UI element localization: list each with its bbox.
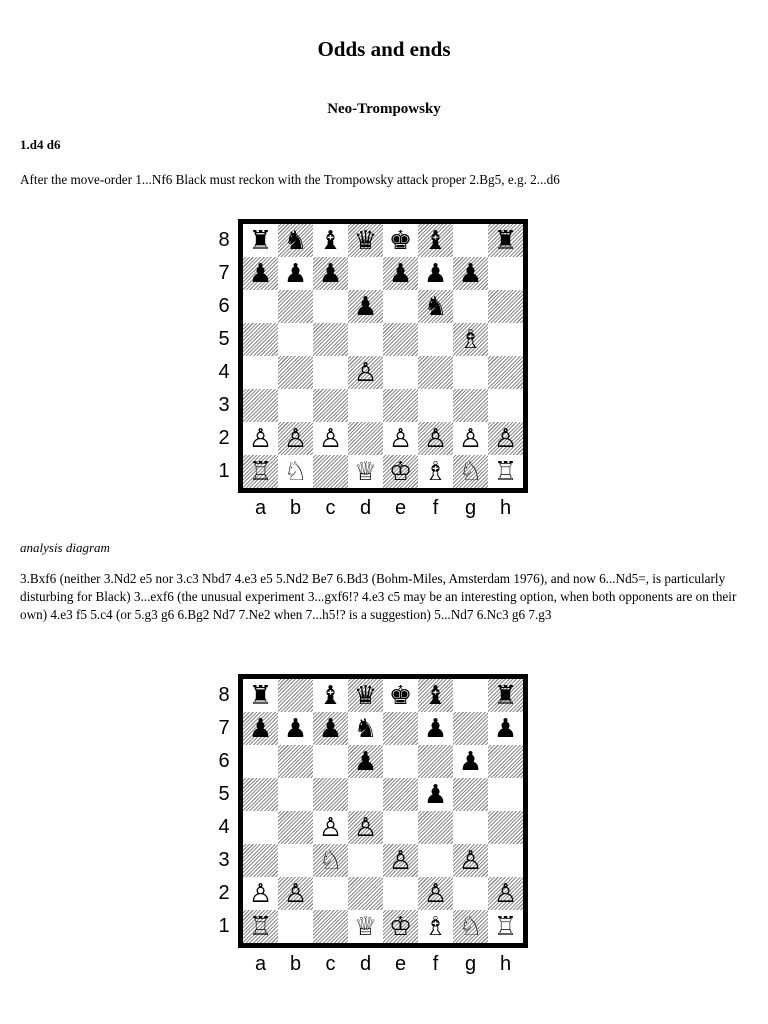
- white-bishop-icon: ♗: [423, 456, 448, 487]
- black-king-icon: ♚: [388, 225, 413, 256]
- file-label: f: [432, 497, 439, 519]
- white-pawn-icon: ♙: [493, 423, 518, 454]
- square-f4: [418, 356, 453, 389]
- square-h3: [488, 844, 523, 877]
- moves-heading: 1.d4 d6: [20, 137, 61, 152]
- square-a5: [243, 778, 278, 811]
- square-e1: [383, 455, 418, 488]
- square-d3: [348, 389, 383, 422]
- square-g8: [453, 224, 488, 257]
- square-b1: [278, 455, 313, 488]
- black-knight-icon: ♞: [353, 713, 378, 744]
- square-d5: [348, 778, 383, 811]
- square-b5: [278, 323, 313, 356]
- black-pawn-icon: ♟: [283, 713, 308, 744]
- black-pawn-icon: ♟: [458, 258, 483, 289]
- square-a8: [243, 224, 278, 257]
- square-f4: [418, 811, 453, 844]
- rank-label: 1: [218, 460, 230, 482]
- square-c3: [313, 844, 348, 877]
- black-knight-icon: ♞: [423, 291, 448, 322]
- square-f2: [418, 877, 453, 910]
- square-a8: [243, 679, 278, 712]
- square-h2: [488, 877, 523, 910]
- black-pawn-icon: ♟: [283, 258, 308, 289]
- square-g2: [453, 877, 488, 910]
- square-e4: [383, 356, 418, 389]
- square-a2: [243, 877, 278, 910]
- square-b7: [278, 712, 313, 745]
- white-king-icon: ♔: [388, 911, 413, 942]
- square-e8: [383, 224, 418, 257]
- rank-label: 7: [218, 717, 230, 739]
- square-c3: [313, 389, 348, 422]
- square-b4: [278, 356, 313, 389]
- square-h8: [488, 224, 523, 257]
- file-label: f: [432, 953, 439, 975]
- square-b8: [278, 679, 313, 712]
- square-d2: [348, 877, 383, 910]
- square-a2: [243, 422, 278, 455]
- black-queen-icon: ♛: [353, 680, 378, 711]
- white-king-icon: ♔: [388, 456, 413, 487]
- diagram-caption: analysis diagram: [20, 540, 110, 555]
- white-knight-icon: ♘: [283, 456, 308, 487]
- square-h5: [488, 323, 523, 356]
- square-b7: [278, 257, 313, 290]
- square-d7: [348, 257, 383, 290]
- square-h1: [488, 455, 523, 488]
- black-pawn-icon: ♟: [318, 713, 343, 744]
- square-c4: [313, 811, 348, 844]
- file-label: a: [254, 953, 267, 975]
- black-rook-icon: ♜: [248, 680, 273, 711]
- white-queen-icon: ♕: [353, 911, 378, 942]
- square-h4: [488, 356, 523, 389]
- square-h6: [488, 745, 523, 778]
- black-bishop-icon: ♝: [423, 680, 448, 711]
- square-h3: [488, 389, 523, 422]
- file-label: c: [325, 497, 336, 519]
- square-g5: [453, 778, 488, 811]
- square-g5: [453, 323, 488, 356]
- file-label: e: [394, 953, 407, 975]
- rank-label: 5: [218, 783, 230, 805]
- square-f5: [418, 323, 453, 356]
- square-c5: [313, 323, 348, 356]
- square-g3: [453, 844, 488, 877]
- rank-label: 3: [218, 394, 230, 416]
- square-b6: [278, 745, 313, 778]
- square-c2: [313, 422, 348, 455]
- square-b6: [278, 290, 313, 323]
- square-f8: [418, 679, 453, 712]
- board-frame: [238, 674, 528, 948]
- square-c8: [313, 224, 348, 257]
- square-e7: [383, 257, 418, 290]
- file-label: b: [289, 953, 302, 975]
- square-c4: [313, 356, 348, 389]
- white-pawn-icon: ♙: [283, 423, 308, 454]
- square-d6: [348, 745, 383, 778]
- square-d8: [348, 679, 383, 712]
- square-c1: [313, 910, 348, 943]
- square-h8: [488, 679, 523, 712]
- black-knight-icon: ♞: [283, 225, 308, 256]
- black-queen-icon: ♛: [353, 225, 378, 256]
- square-b8: [278, 224, 313, 257]
- black-pawn-icon: ♟: [458, 746, 483, 777]
- square-a3: [243, 844, 278, 877]
- square-g3: [453, 389, 488, 422]
- file-label: b: [289, 497, 302, 519]
- square-g1: [453, 455, 488, 488]
- white-pawn-icon: ♙: [248, 423, 273, 454]
- intro-paragraph: After the move-order 1...Nf6 Black must reckon with the Trompowsky attack proper 2.Bg5, e.g. 2...d6: [20, 172, 560, 187]
- rank-label: 2: [218, 882, 230, 904]
- rank-label: 8: [218, 684, 230, 706]
- square-b2: [278, 422, 313, 455]
- square-e6: [383, 290, 418, 323]
- square-e3: [383, 389, 418, 422]
- white-pawn-icon: ♙: [388, 423, 413, 454]
- square-f6: [418, 290, 453, 323]
- black-pawn-icon: ♟: [318, 258, 343, 289]
- black-rook-icon: ♜: [248, 225, 273, 256]
- square-f3: [418, 844, 453, 877]
- square-c8: [313, 679, 348, 712]
- rank-label: 7: [218, 262, 230, 284]
- square-d6: [348, 290, 383, 323]
- white-knight-icon: ♘: [458, 456, 483, 487]
- white-pawn-icon: ♙: [283, 878, 308, 909]
- square-d8: [348, 224, 383, 257]
- rank-label: 4: [218, 361, 230, 383]
- black-bishop-icon: ♝: [423, 225, 448, 256]
- square-b3: [278, 844, 313, 877]
- white-pawn-icon: ♙: [423, 423, 448, 454]
- square-a6: [243, 745, 278, 778]
- white-pawn-icon: ♙: [388, 845, 413, 876]
- rank-label: 2: [218, 427, 230, 449]
- page-title: Odds and ends: [317, 37, 451, 61]
- black-pawn-icon: ♟: [248, 258, 273, 289]
- square-h7: [488, 257, 523, 290]
- square-c2: [313, 877, 348, 910]
- square-g6: [453, 290, 488, 323]
- file-label: d: [359, 497, 372, 519]
- white-knight-icon: ♘: [458, 911, 483, 942]
- square-f2: [418, 422, 453, 455]
- square-g7: [453, 712, 488, 745]
- analysis-paragraph: 3.Bxf6 (neither 3.Nd2 e5 nor 3.c3 Nbd7 4.e3 e5 5.Nd2 Be7 6.Bd3 (Bohm-Miles, Amsterdam 1976), and now 6...Nd5=, is particularly disturbing for Black) 3...exf6 (the unusual experiment 3...gxf6!? 4.e3 c5 may be an interesting option, when both opponents are on their own) 4.e3 f5 5.c4 (or 5.g3 g6 6.Bg2 Nd7 7.Ne2 when 7...h5!? is a suggestion) 5...Nd7 6.Nc3 g6 7.g3: [20, 571, 737, 622]
- square-b5: [278, 778, 313, 811]
- file-label: h: [499, 953, 512, 975]
- square-a5: [243, 323, 278, 356]
- white-queen-icon: ♕: [353, 456, 378, 487]
- square-c5: [313, 778, 348, 811]
- square-h6: [488, 290, 523, 323]
- square-d5: [348, 323, 383, 356]
- square-e8: [383, 679, 418, 712]
- black-pawn-icon: ♟: [423, 713, 448, 744]
- square-b4: [278, 811, 313, 844]
- file-label: h: [499, 497, 512, 519]
- black-pawn-icon: ♟: [423, 258, 448, 289]
- white-rook-icon: ♖: [248, 456, 273, 487]
- square-b3: [278, 389, 313, 422]
- square-g7: [453, 257, 488, 290]
- black-pawn-icon: ♟: [493, 713, 518, 744]
- square-f3: [418, 389, 453, 422]
- file-label: a: [254, 497, 267, 519]
- square-a7: [243, 712, 278, 745]
- square-d1: [348, 910, 383, 943]
- square-a7: [243, 257, 278, 290]
- white-bishop-icon: ♗: [423, 911, 448, 942]
- square-g4: [453, 356, 488, 389]
- board-grid: [242, 678, 524, 944]
- file-label: c: [325, 953, 336, 975]
- black-pawn-icon: ♟: [353, 746, 378, 777]
- square-c7: [313, 257, 348, 290]
- square-c6: [313, 290, 348, 323]
- square-d4: [348, 811, 383, 844]
- rank-label: 8: [218, 229, 230, 251]
- rank-label: 6: [218, 750, 230, 772]
- square-c7: [313, 712, 348, 745]
- black-rook-icon: ♜: [493, 225, 518, 256]
- black-pawn-icon: ♟: [248, 713, 273, 744]
- white-pawn-icon: ♙: [423, 878, 448, 909]
- square-f6: [418, 745, 453, 778]
- square-b2: [278, 877, 313, 910]
- square-e6: [383, 745, 418, 778]
- black-bishop-icon: ♝: [318, 225, 343, 256]
- black-king-icon: ♚: [388, 680, 413, 711]
- square-h4: [488, 811, 523, 844]
- square-c1: [313, 455, 348, 488]
- square-f1: [418, 910, 453, 943]
- white-pawn-icon: ♙: [353, 812, 378, 843]
- square-g2: [453, 422, 488, 455]
- square-h5: [488, 778, 523, 811]
- rank-label: 6: [218, 295, 230, 317]
- square-d4: [348, 356, 383, 389]
- white-pawn-icon: ♙: [318, 423, 343, 454]
- white-pawn-icon: ♙: [458, 423, 483, 454]
- square-e5: [383, 778, 418, 811]
- square-h2: [488, 422, 523, 455]
- rank-label: 3: [218, 849, 230, 871]
- white-pawn-icon: ♙: [493, 878, 518, 909]
- square-e7: [383, 712, 418, 745]
- square-e2: [383, 422, 418, 455]
- square-e5: [383, 323, 418, 356]
- square-f5: [418, 778, 453, 811]
- black-pawn-icon: ♟: [423, 779, 448, 810]
- white-rook-icon: ♖: [493, 456, 518, 487]
- square-f8: [418, 224, 453, 257]
- file-label: e: [394, 497, 407, 519]
- black-pawn-icon: ♟: [388, 258, 413, 289]
- square-f7: [418, 257, 453, 290]
- square-d2: [348, 422, 383, 455]
- square-h1: [488, 910, 523, 943]
- white-knight-icon: ♘: [318, 845, 343, 876]
- white-bishop-icon: ♗: [458, 324, 483, 355]
- square-a4: [243, 811, 278, 844]
- white-pawn-icon: ♙: [458, 845, 483, 876]
- square-e2: [383, 877, 418, 910]
- square-g4: [453, 811, 488, 844]
- square-g1: [453, 910, 488, 943]
- white-rook-icon: ♖: [493, 911, 518, 942]
- rank-label: 5: [218, 328, 230, 350]
- file-label: g: [464, 953, 477, 975]
- square-a1: [243, 910, 278, 943]
- square-a4: [243, 356, 278, 389]
- square-a3: [243, 389, 278, 422]
- board-grid: [242, 223, 524, 489]
- square-h7: [488, 712, 523, 745]
- square-f1: [418, 455, 453, 488]
- square-e1: [383, 910, 418, 943]
- white-pawn-icon: ♙: [248, 878, 273, 909]
- file-label: d: [359, 953, 372, 975]
- square-e3: [383, 844, 418, 877]
- square-g6: [453, 745, 488, 778]
- square-c6: [313, 745, 348, 778]
- rank-label: 1: [218, 915, 230, 937]
- square-a6: [243, 290, 278, 323]
- rank-label: 4: [218, 816, 230, 838]
- board-frame: [238, 219, 528, 493]
- square-d3: [348, 844, 383, 877]
- black-rook-icon: ♜: [493, 680, 518, 711]
- black-pawn-icon: ♟: [353, 291, 378, 322]
- square-f7: [418, 712, 453, 745]
- square-b1: [278, 910, 313, 943]
- white-pawn-icon: ♙: [318, 812, 343, 843]
- square-a1: [243, 455, 278, 488]
- section-subtitle: Neo-Trompowsky: [327, 101, 441, 117]
- black-bishop-icon: ♝: [318, 680, 343, 711]
- white-pawn-icon: ♙: [353, 357, 378, 388]
- white-rook-icon: ♖: [248, 911, 273, 942]
- file-label: g: [464, 497, 477, 519]
- square-d7: [348, 712, 383, 745]
- square-d1: [348, 455, 383, 488]
- square-e4: [383, 811, 418, 844]
- square-g8: [453, 679, 488, 712]
